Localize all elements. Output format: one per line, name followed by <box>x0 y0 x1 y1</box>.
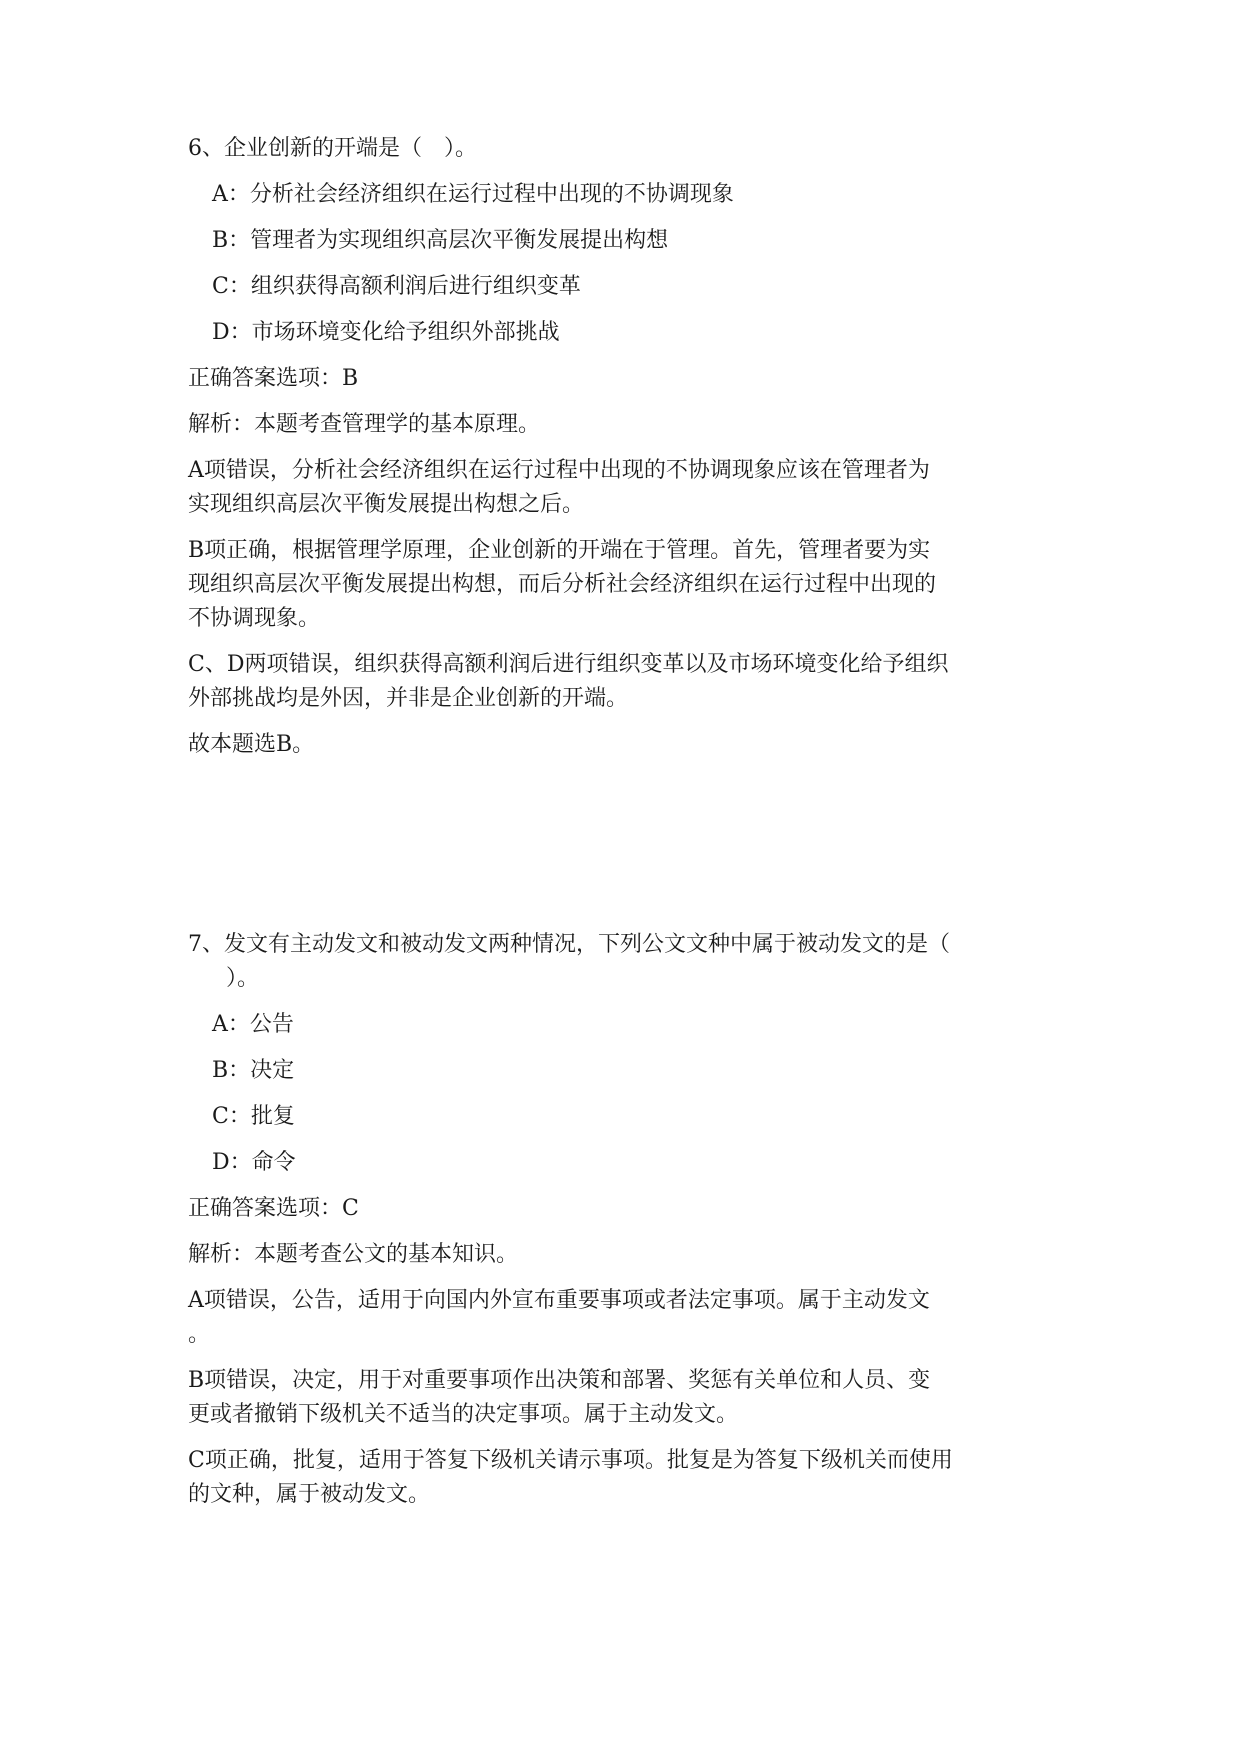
option-c: C：组织获得高额利润后进行组织变革 <box>212 274 581 299</box>
explanation-a <box>188 454 1058 522</box>
line: C、D两项错误，组织获得高额利润后进行组织变革以及市场环境变化给予组织 <box>188 652 949 677</box>
option-c: C：批复 <box>212 1104 295 1129</box>
line: 外部挑战均是外因，并非是企业创新的开端。 <box>188 686 629 711</box>
question-stem <box>188 928 1058 996</box>
option-d: D：市场环境变化给予组织外部挑战 <box>212 320 560 345</box>
conclusion: 故本题选B。 <box>188 732 315 757</box>
line: 更或者撤销下级机关不适当的决定事项。属于主动发文。 <box>188 1402 739 1427</box>
question-7 <box>188 928 1058 1512</box>
question-stem: 6、企业创新的开端是（ ）。 <box>188 136 477 161</box>
line: 不协调现象。 <box>188 606 321 631</box>
line: 实现组织高层次平衡发展提出构想之后。 <box>188 492 585 517</box>
line: 的文种，属于被动发文。 <box>188 1482 431 1507</box>
option-a: A：分析社会经济组织在运行过程中出现的不协调现象 <box>212 182 734 207</box>
correct-answer: 正确答案选项：B <box>188 366 359 391</box>
stem-line-2: ）。 <box>226 966 260 991</box>
stem-line-1: 7、发文有主动发文和被动发文两种情况，下列公文文种中属于被动发文的是（ <box>188 932 950 957</box>
analysis-intro: 解析：本题考查管理学的基本原理。 <box>188 412 541 437</box>
line: B项错误，决定，用于对重要事项作出决策和部署、奖惩有关单位和人员、变 <box>188 1368 931 1393</box>
explanation-cd <box>188 648 1058 716</box>
line: 现组织高层次平衡发展提出构想，而后分析社会经济组织在运行过程中出现的 <box>188 572 937 597</box>
line: B项正确，根据管理学原理，企业创新的开端在于管理。首先，管理者要为实 <box>188 538 931 563</box>
option-d: D：命令 <box>212 1150 296 1175</box>
question-6 <box>188 132 1058 762</box>
option-b: B：管理者为实现组织高层次平衡发展提出构想 <box>212 228 669 253</box>
option-b: B：决定 <box>212 1058 295 1083</box>
explanation-b <box>188 534 1058 636</box>
line: A项错误，公告，适用于向国内外宣布重要事项或者法定事项。属于主动发文 <box>188 1288 930 1313</box>
option-a: A：公告 <box>212 1012 294 1037</box>
analysis-intro: 解析：本题考查公文的基本知识。 <box>188 1242 519 1267</box>
line: C项正确，批复，适用于答复下级机关请示事项。批复是为答复下级机关而使用 <box>188 1448 953 1473</box>
explanation-b <box>188 1364 1058 1432</box>
explanation-a <box>188 1284 1058 1352</box>
line: A项错误，分析社会经济组织在运行过程中出现的不协调现象应该在管理者为 <box>188 458 930 483</box>
line: 。 <box>188 1322 211 1347</box>
explanation-c <box>188 1444 1058 1512</box>
correct-answer: 正确答案选项：C <box>188 1196 359 1221</box>
